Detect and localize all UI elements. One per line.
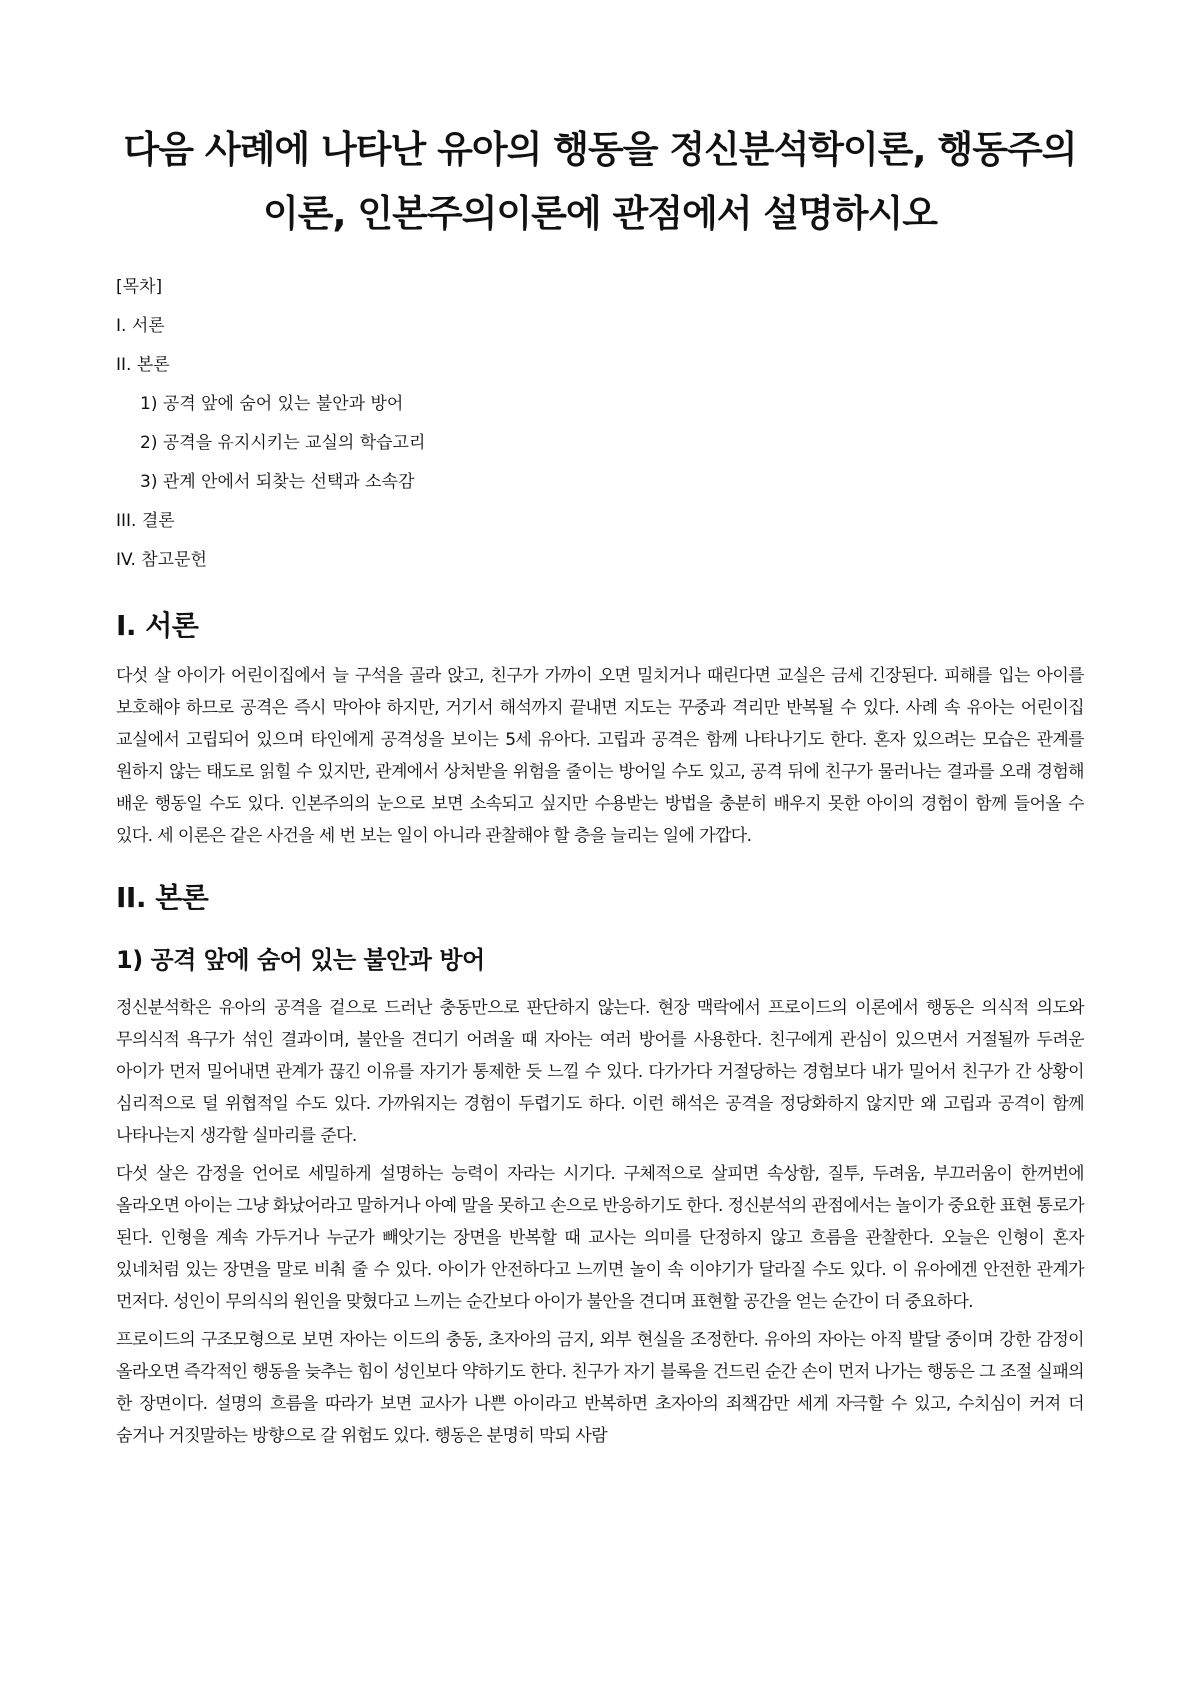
section-heading-intro: I. 서론	[116, 609, 199, 642]
toc-item: 3) 관계 안에서 되찾는 선택과 소속감	[140, 472, 415, 492]
toc-item: IV. 참고문헌	[116, 550, 207, 570]
toc-item: I. 서론	[116, 316, 165, 336]
intro-paragraph: 다섯 살 아이가 어린이집에서 늘 구석을 골라 앉고, 친구가 가까이 오면 밀치거나 때린다면 교실은 금세 긴장된다. 피해를 입는 아이를 보호해야 하므로 공격은 즉시 막아야 하지만, 거기서 해석까지 끝내면 지도는 꾸중과 격리만 반복될 수 있다. 사례 속 유아는 어린이집 교실에서 고립되어 있으며 타인에게 공격성을 보이는 5세 유아다. 고립과 공격은 함께 나타나기도 한다. 혼자 있으려는 모습은 관계를 원하지 않는 태도로 읽힐 수 있지만, 관계에서 상처받을 위험을 줄이는 방어일 수도 있고, 공격 뒤에 친구가 물러나는 결과를 오래 경험해 배운 행동일 수도 있다. 인본주의의 눈으로 보면 소속되고 싶지만 수용받는 방법을 충분히 배우지 못한 아이의 경험이 함께 들어올 수 있다. 세 이론은 같은 사건을 세 번 보는 일이 아니라 관찰해야 할 층을 늘리는 일에 가깝다.	[116, 666, 1084, 846]
toc-heading: [목차]	[116, 277, 163, 297]
document-title: 다음 사례에 나타난 유아의 행동을 정신분석학이론, 행동주의 이론, 인본주의이론에 관점에서 설명하시오	[123, 128, 1077, 235]
toc-item: III. 결론	[116, 511, 175, 531]
toc-item: 1) 공격 앞에 숨어 있는 불안과 방어	[140, 394, 404, 414]
section-heading-body: II. 본론	[116, 881, 209, 914]
table-of-contents	[116, 268, 1084, 580]
toc-item: II. 본론	[116, 355, 170, 375]
body-paragraph: 다섯 살은 감정을 언어로 세밀하게 설명하는 능력이 자라는 시기다. 구체적으로 살피면 속상함, 질투, 두려움, 부끄러움이 한꺼번에 올라오면 아이는 그냥 화났어라고 말하거나 아예 말을 못하고 손으로 반응하기도 한다. 정신분석의 관점에서는 놀이가 중요한 표현 통로가 된다. 인형을 계속 가두거나 누군가 빼앗기는 장면을 반복할 때 교사는 의미를 단정하지 않고 흐름을 관찰한다. 오늘은 인형이 혼자 있네처럼 있는 장면을 말로 비춰 줄 수 있다. 아이가 안전하다고 느끼면 놀이 속 이야기가 달라질 수도 있다. 이 유아에겐 안전한 관계가 먼저다. 성인이 무의식의 원인을 맞혔다고 느끼는 순간보다 아이가 불안을 견디며 표현할 공간을 얻는 순간이 더 중요하다.	[116, 1164, 1084, 1312]
document-page	[116, 0, 1084, 1458]
toc-item: 2) 공격을 유지시키는 교실의 학습고리	[140, 433, 426, 453]
subsection-heading-1: 1) 공격 앞에 숨어 있는 불안과 방어	[116, 946, 485, 974]
body-paragraph: 정신분석학은 유아의 공격을 겉으로 드러난 충동만으로 판단하지 않는다. 현장 맥락에서 프로이드의 이론에서 행동은 의식적 의도와 무의식적 욕구가 섞인 결과이며, 불안을 견디기 어려울 때 자아는 여러 방어를 사용한다. 친구에게 관심이 있으면서 거절될까 두려운 아이가 먼저 밀어내면 관계가 끊긴 이유를 자기가 통제한 듯 느낄 수 있다. 다가가다 거절당하는 경험보다 내가 밀어서 친구가 간 상황이 심리적으로 덜 위협적일 수도 있다. 가까워지는 경험이 두렵기도 하다. 이런 해석은 공격을 정당화하지 않지만 왜 고립과 공격이 함께 나타나는지 생각할 실마리를 준다.	[116, 998, 1084, 1146]
body-paragraph: 프로이드의 구조모형으로 보면 자아는 이드의 충동, 초자아의 금지, 외부 현실을 조정한다. 유아의 자아는 아직 발달 중이며 강한 감정이 올라오면 즉각적인 행동을 늦추는 힘이 성인보다 약하기도 한다. 친구가 자기 블록을 건드린 순간 손이 먼저 나가는 행동은 그 조절 실패의 한 장면이다. 설명의 흐름을 따라가 보면 교사가 나쁜 아이라고 반복하면 초자아의 죄책감만 세게 자극할 수 있고, 수치심이 커져 더 숨거나 거짓말하는 방향으로 갈 위험도 있다. 행동은 분명히 막되 사람	[116, 1330, 1084, 1446]
